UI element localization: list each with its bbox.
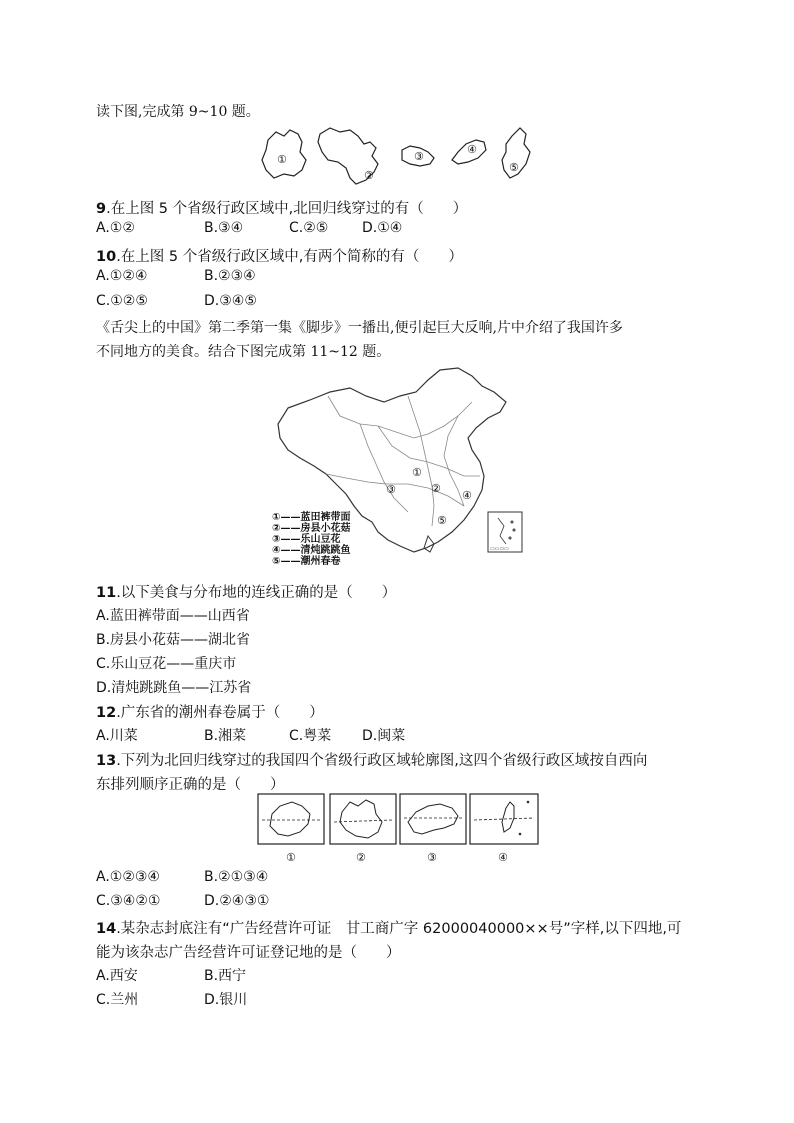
question-9: 9.在上图 5 个省级行政区域中,北回归线穿过的有（ ）: [96, 201, 468, 217]
q14-option-b[interactable]: B.西宁: [204, 968, 247, 984]
question-10: 10.在上图 5 个省级行政区域中,有两个简称的有（ ）: [96, 249, 463, 265]
q9-option-c[interactable]: C.②⑤: [289, 220, 329, 236]
intro-text-2-line-1: 《舌尖上的中国》第二季第一集《脚步》一播出,便引起巨大反响,片中介绍了我国许多: [96, 320, 623, 336]
map1-label-5: ⑤: [509, 161, 519, 174]
map2-marker-2: ②: [431, 482, 441, 495]
map1-label-2: ②: [364, 169, 374, 182]
map2-marker-1: ①: [412, 466, 422, 479]
q13-option-c[interactable]: C.③④②①: [96, 893, 161, 909]
map1-label-1: ①: [277, 153, 287, 166]
map2-legend-1: ①——蓝田裤带面: [272, 512, 351, 523]
q12-option-a[interactable]: A.川菜: [96, 728, 138, 744]
question-14-line-2: 能为该杂志广告经营许可证登记地的是（ ）: [96, 945, 401, 961]
map2-marker-3: ③: [386, 483, 396, 496]
q14-option-a[interactable]: A.西安: [96, 968, 138, 984]
q13-figure-label-2: ②: [356, 851, 366, 864]
map2-marker-4: ④: [462, 489, 472, 502]
q10-option-a[interactable]: A.①②④: [96, 268, 148, 284]
map2-legend-2: ②——房县小花菇: [272, 523, 351, 534]
question-12: 12.广东省的潮州春卷属于（ ）: [96, 705, 324, 721]
q14-option-d[interactable]: D.银川: [204, 992, 248, 1008]
question-13-line-1: 13.下列为北回归线穿过的我国四个省级行政区域轮廓图,这四个省级行政区域按自西向: [96, 753, 648, 769]
map2-legend-3: ③——乐山豆花: [272, 534, 341, 545]
q9-option-d[interactable]: D.①④: [362, 220, 403, 236]
q11-option-c[interactable]: C.乐山豆花——重庆市: [96, 656, 237, 672]
intro-text-2-line-2: 不同地方的美食。结合下图完成第 11~12 题。: [96, 344, 391, 360]
intro-text-1: 读下图,完成第 9~10 题。: [96, 104, 260, 120]
map2-legend-5: ⑤——潮州春卷: [272, 556, 341, 567]
map2-legend-4: ④——清炖跳跳鱼: [272, 545, 351, 556]
q14-option-c[interactable]: C.兰州: [96, 992, 139, 1008]
map1-label-3: ③: [414, 150, 424, 163]
question-11: 11.以下美食与分布地的连线正确的是（ ）: [96, 585, 397, 601]
q13-option-b[interactable]: B.②①③④: [204, 869, 269, 885]
map2-marker-5: ⑤: [437, 514, 447, 527]
q12-option-d[interactable]: D.闽菜: [362, 728, 406, 744]
q9-option-a[interactable]: A.①②: [96, 220, 135, 236]
q12-option-b[interactable]: B.湘菜: [204, 728, 247, 744]
q10-option-b[interactable]: B.②③④: [204, 268, 256, 284]
province-outlines-figure: [258, 124, 548, 186]
q13-figure-label-4: ④: [498, 851, 508, 864]
q13-option-a[interactable]: A.①②③④: [96, 869, 160, 885]
q10-option-d[interactable]: D.③④⑤: [204, 293, 257, 309]
q13-figure-label-1: ①: [286, 851, 296, 864]
q11-option-d[interactable]: D.清炖跳跳鱼——江苏省: [96, 680, 252, 696]
q10-option-c[interactable]: C.①②⑤: [96, 293, 148, 309]
q12-option-c[interactable]: C.粤菜: [289, 728, 332, 744]
q13-option-d[interactable]: D.②④③①: [204, 893, 270, 909]
svg-text:▭▭▭▭: ▭▭▭▭: [490, 546, 509, 552]
question-13-line-2: 东排列顺序正确的是（ ）: [96, 777, 285, 793]
map1-label-4: ④: [467, 143, 477, 156]
q13-outline-figures: [258, 794, 540, 846]
q13-figure-label-3: ③: [427, 851, 437, 864]
q11-option-b[interactable]: B.房县小花菇——湖北省: [96, 632, 251, 648]
q11-option-a[interactable]: A.蓝田裤带面——山西省: [96, 608, 250, 624]
q9-option-b[interactable]: B.③④: [204, 220, 244, 236]
question-14-line-1: 14.某杂志封底注有“广告经营许可证 甘工商广字 62000040000××号”字样,以下四地,可: [96, 921, 682, 937]
